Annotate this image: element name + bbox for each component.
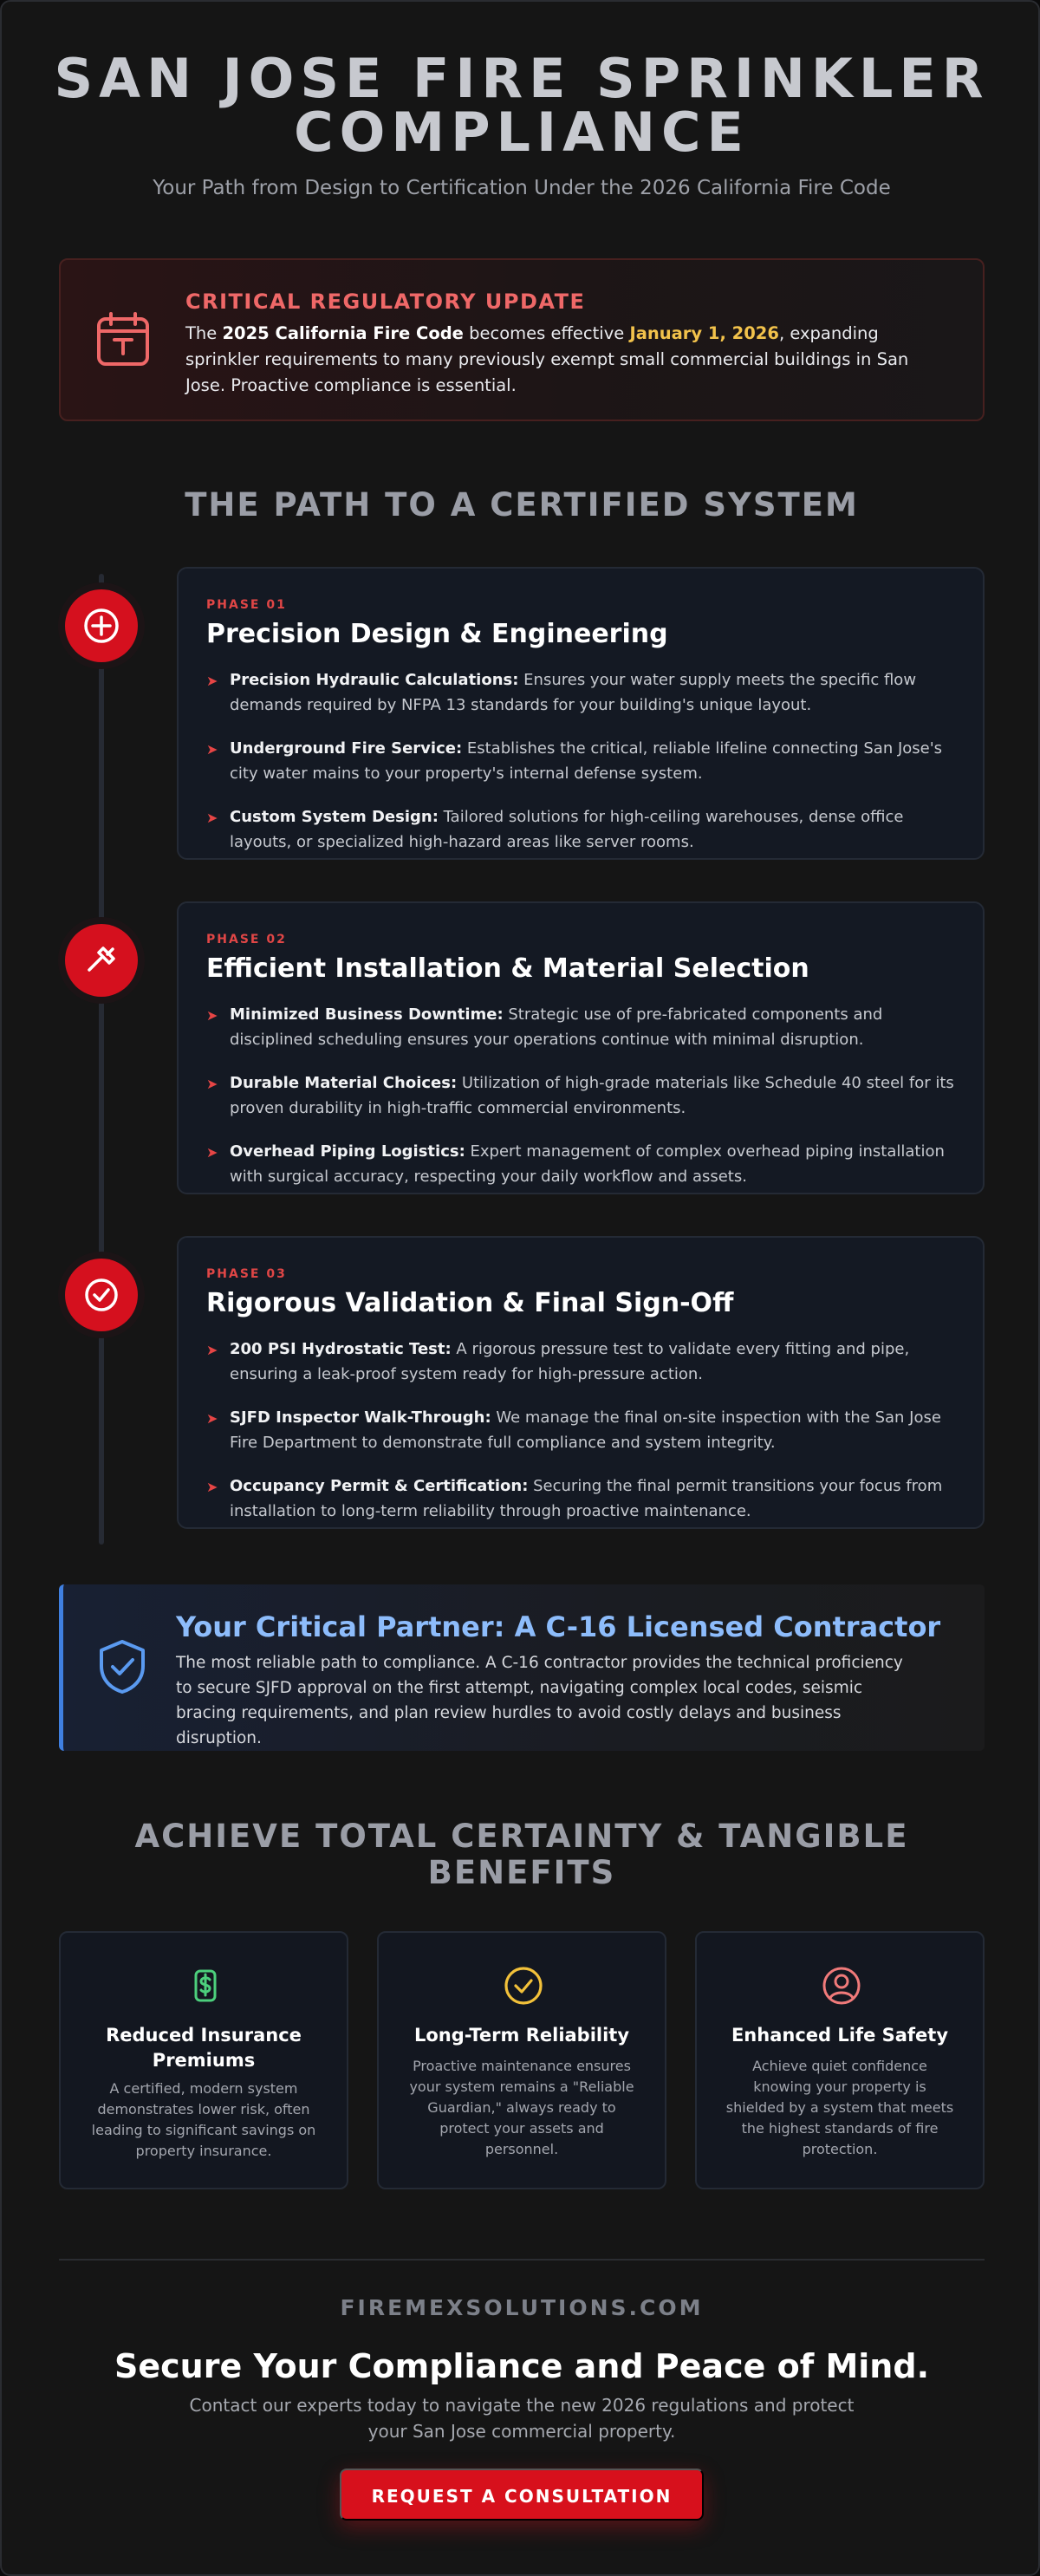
shield-check-icon: [96, 1638, 148, 1695]
bullet-term: SJFD Inspector Walk-Through:: [230, 1408, 491, 1427]
benefit-text: Proactive maintenance ensures your system remains a "Reliable Guardian," always ready to protect your assets and personnel.: [409, 2058, 634, 2157]
dollar-icon: [185, 1966, 225, 2006]
bullet-term: Occupancy Permit & Certification:: [230, 1477, 529, 1495]
page-title-line-1: SAN JOSE FIRE SPRINKLER: [54, 47, 990, 110]
list-item: [206, 1473, 960, 1524]
phase-title: Efficient Installation & Material Selection: [206, 953, 809, 984]
bullet-term: 200 PSI Hydrostatic Test:: [230, 1340, 452, 1358]
cta-title: Secure Your Compliance and Peace of Mind.: [114, 2347, 929, 2385]
list-item: [206, 804, 960, 855]
arrow-right-icon: ➤: [206, 673, 218, 689]
arrow-right-icon: ➤: [206, 1342, 218, 1358]
list-item: [206, 667, 960, 718]
path-section-title: THE PATH TO A CERTIFIED SYSTEM: [185, 486, 859, 524]
benefit-card-insurance: [59, 1931, 348, 2189]
benefits-section-title: [2, 1818, 1040, 1891]
arrow-right-icon: ➤: [206, 1410, 218, 1427]
page-title: [2, 47, 1040, 164]
phase-2-marker: [65, 924, 138, 997]
benefit-title: Reduced Insurance Premiums: [106, 2025, 302, 2071]
user-circle-icon: [822, 1966, 861, 2006]
bullet-term: Durable Material Choices:: [230, 1074, 458, 1092]
hero-header: [2, 47, 1040, 199]
check-circle-icon: [81, 1274, 122, 1316]
alert-text-suffix: , expanding sprinkler requirements to many previously exempt small commercial buildings in San Jose. Proactive compliance is essential.: [185, 323, 909, 395]
alert-text: [185, 321, 948, 399]
partner-text: The most reliable path to compliance. A C-16 contractor provides the technical proficiency to secure SJFD approval on the first attempt, navigating complex local codes, seismic bracing requirements, and plan review hurdles to avoid costly delays and business disruption.: [176, 1654, 903, 1747]
list-item: [206, 1139, 960, 1189]
partner-title: Your Critical Partner: A C-16 Licensed Contractor: [176, 1610, 941, 1643]
benefits-title-line-1: ACHIEVE TOTAL CERTAINTY & TANGIBLE: [134, 1818, 909, 1855]
hammer-icon: [81, 940, 122, 981]
footer-divider: [59, 2259, 985, 2261]
bullet-text: Utilization of high-grade materials like Schedule 40 steel for its proven durability in high-traffic commercial environments.: [230, 1074, 954, 1117]
cta-text: Contact our experts today to navigate the new 2026 regulations and protect your San Jose commercial property.: [189, 2395, 855, 2442]
benefit-text: Achieve quiet confidence knowing your property is shielded by a system that meets the highest standards of fire protection.: [725, 2058, 954, 2157]
arrow-right-icon: ➤: [206, 1076, 218, 1092]
alert-title: CRITICAL REGULATORY UPDATE: [185, 289, 586, 314]
arrow-right-icon: ➤: [206, 1144, 218, 1161]
bullet-term: Underground Fire Service:: [230, 739, 463, 758]
request-consultation-button[interactable]: REQUEST A CONSULTATION: [340, 2469, 704, 2521]
page-subtitle: Your Path from Design to Certification Under the 2026 California Fire Code: [153, 177, 891, 199]
benefit-title: Long-Term Reliability: [413, 2025, 630, 2046]
bullet-term: Precision Hydraulic Calculations:: [230, 671, 519, 689]
list-item: [206, 1070, 960, 1121]
plus-circle-icon: [81, 605, 122, 647]
phase-3-marker: [65, 1259, 138, 1331]
benefit-card-reliability: [377, 1931, 666, 2189]
alert-text-mid: becomes effective: [463, 323, 630, 343]
alert-effective-date: January 1, 2026: [629, 323, 779, 343]
bullet-text: Securing the final permit transitions your focus from installation to long-term reliability through proactive maintenance.: [230, 1477, 943, 1520]
regulatory-alert-banner: [59, 258, 985, 421]
phase-1-marker: [65, 589, 138, 662]
phase-label: PHASE 02: [206, 933, 287, 946]
arrow-right-icon: ➤: [206, 810, 218, 826]
phase-label: PHASE 01: [206, 598, 287, 612]
phase-title: Precision Design & Engineering: [206, 619, 668, 649]
phase-title: Rigorous Validation & Final Sign-Off: [206, 1288, 734, 1318]
phase-label: PHASE 03: [206, 1267, 287, 1281]
page-title-line-2: COMPLIANCE: [294, 101, 750, 164]
check-circle-icon: [504, 1966, 543, 2006]
phase-1-card: [177, 567, 985, 860]
timeline-line: [99, 574, 104, 1545]
benefits-title-line-2: BENEFITS: [427, 1854, 616, 1891]
bullet-text: We manage the final on-site inspection with the San Jose Fire Department to demonstrate full compliance and system integrity.: [230, 1408, 941, 1452]
list-item: [206, 736, 960, 786]
site-domain: FIREMEXSOLUTIONS.COM: [340, 2295, 704, 2320]
phase-bullet-list: [206, 667, 960, 873]
benefit-card-life-safety: [695, 1931, 985, 2189]
benefit-title: Enhanced Life Safety: [731, 2025, 949, 2046]
bullet-text: Strategic use of pre-fabricated components and disciplined scheduling ensures your operations continue with minimal disruption.: [230, 1005, 883, 1049]
arrow-right-icon: ➤: [206, 1479, 218, 1495]
phase-bullet-list: [206, 1337, 960, 1542]
bullet-text: Ensures your water supply meets the specific flow demands required by NFPA 13 standards for your building's unique layout.: [230, 671, 917, 714]
bullet-text: Expert management of complex overhead piping installation with surgical accuracy, respecting your daily workflow and assets.: [230, 1142, 945, 1186]
bullet-text: Tailored solutions for high-ceiling warehouses, dense office layouts, or specialized high-hazard areas like server rooms.: [230, 808, 904, 851]
bullet-term: Minimized Business Downtime:: [230, 1005, 504, 1024]
partner-callout: [59, 1584, 985, 1751]
phase-bullet-list: [206, 1002, 960, 1207]
arrow-right-icon: ➤: [206, 741, 218, 758]
bullet-term: Custom System Design:: [230, 808, 439, 826]
benefit-text: A certified, modern system demonstrates lower risk, often leading to significant savings on property insurance.: [91, 2080, 316, 2159]
alert-code-name: 2025 California Fire Code: [222, 323, 464, 343]
bullet-text: A rigorous pressure test to validate every fitting and pipe, ensuring a leak-proof system ready for high-pressure action.: [230, 1340, 910, 1383]
arrow-right-icon: ➤: [206, 1007, 218, 1024]
bullet-term: Overhead Piping Logistics:: [230, 1142, 465, 1161]
bullet-text: Establishes the critical, reliable lifeline connecting San Jose's city water mains to your property's internal defense system.: [230, 739, 943, 783]
phase-3-card: [177, 1236, 985, 1529]
list-item: [206, 1405, 960, 1455]
list-item: [206, 1337, 960, 1387]
alert-text-prefix: The: [185, 323, 223, 343]
list-item: [206, 1002, 960, 1052]
calendar-alert-icon: [94, 310, 153, 369]
phase-2-card: [177, 901, 985, 1194]
